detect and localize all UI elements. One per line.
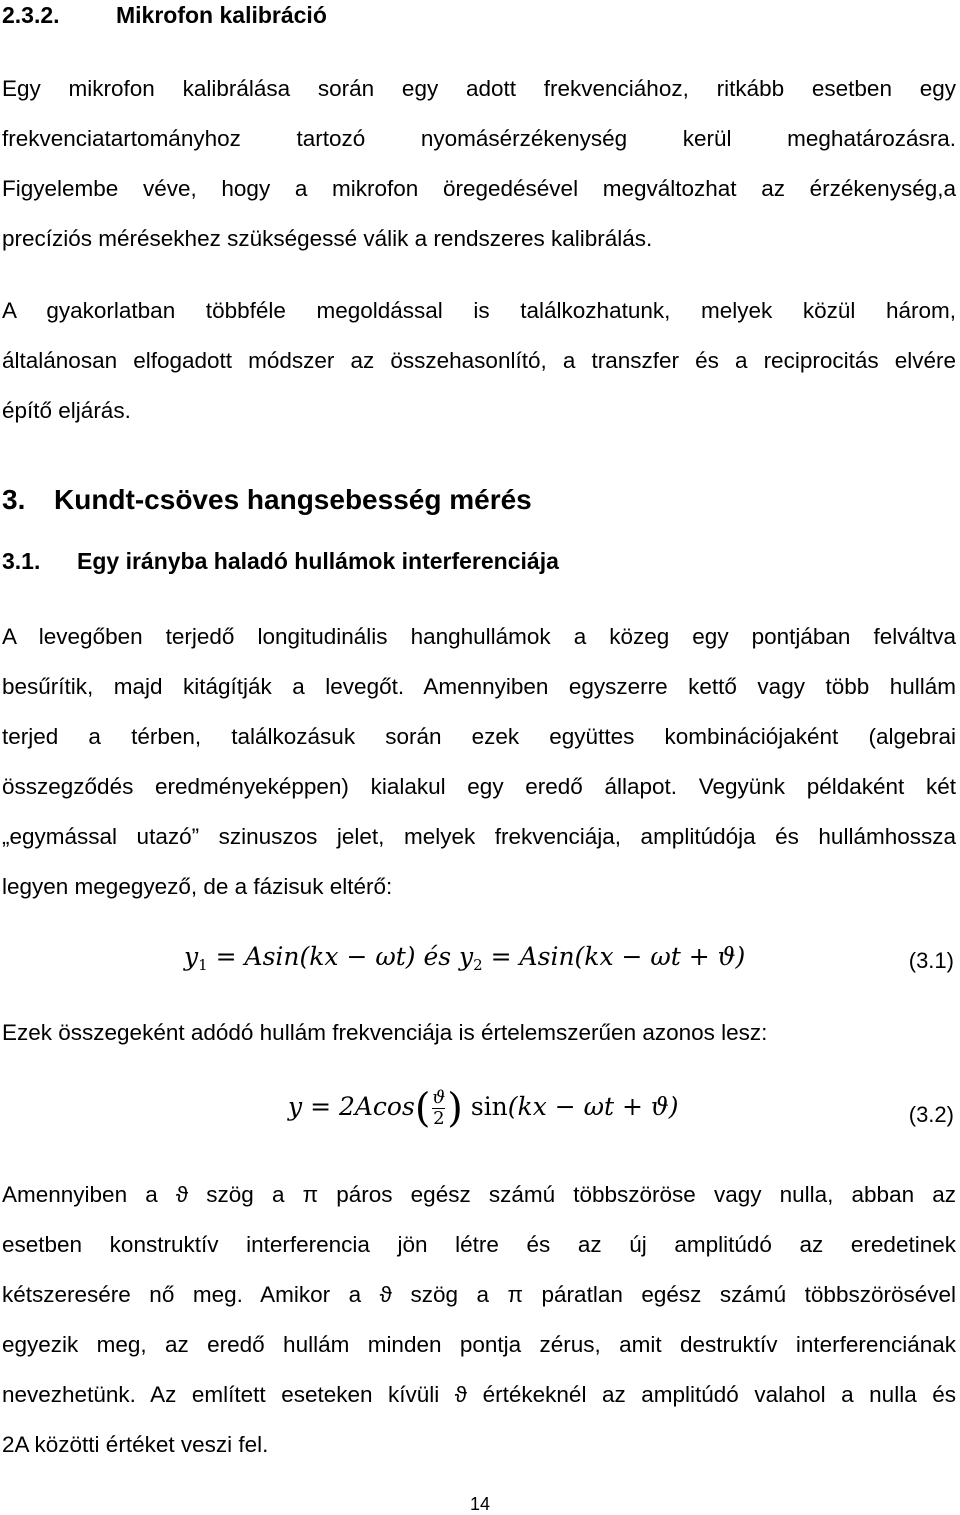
equation-number: (3.2)	[908, 1102, 954, 1127]
paragraph-line: A gyakorlatban többféle megoldással is találkozhatunk, melyek közül három,	[2, 298, 956, 323]
paragraph-line: általánosan elfogadott módszer az összehasonlító, a transzfer és a reciprocitás elvére	[2, 348, 956, 373]
eq-paren: (	[414, 1085, 431, 1132]
fraction-denominator: 2	[433, 1108, 445, 1129]
paragraph-line: Egy mikrofon kalibrálása során egy adott frekvenciához, ritkább esetben egy	[2, 76, 956, 101]
paragraph-line: A levegőben terjedő longitudinális hanghullámok a közeg egy pontjában felváltva	[2, 624, 956, 649]
fraction-numerator: ϑ	[432, 1087, 446, 1108]
paragraph-line: esetben konstruktív interferencia jön létre és az új amplitúdó az eredetinek	[2, 1232, 956, 1257]
paragraph-line: nevezhetünk. Az említett eseteken kívüli ϑ értékeknél az amplitúdó valahol a nulla és	[2, 1382, 956, 1407]
paragraph-line: legyen megegyező, de a fázisuk eltérő:	[2, 874, 393, 899]
eq-expression: = Asin(kx − ωt + ϑ)	[482, 942, 746, 971]
eq-symbol: y	[459, 942, 474, 971]
paragraph-line: frekvenciatartományhoz tartozó nyomásérzékenység kerül meghatározásra.	[2, 126, 956, 151]
eq-subscript: 1	[198, 956, 208, 974]
section-title: Kundt-csöves hangsebesség mérés	[54, 484, 532, 515]
eq-paren: )	[447, 1085, 463, 1132]
eq-fraction	[432, 1088, 445, 1129]
section-heading-2-3-2	[2, 2, 327, 29]
eq-symbol: y	[184, 942, 199, 971]
section-heading-3-1	[2, 548, 559, 575]
eq-expression: = Asin(kx − ωt) és	[207, 942, 460, 971]
paragraph-line: 2A közötti értéket veszi fel.	[2, 1432, 269, 1457]
section-heading-3	[2, 484, 532, 516]
paragraph-line: kétszeresére nő meg. Amikor a ϑ szög a π páratlan egész számú többszörösével	[2, 1282, 956, 1307]
paragraph-line: összegződés eredményeképpen) kialakul egy eredő állapot. Vegyünk példaként két	[2, 774, 956, 799]
section-number: 3.1.	[2, 548, 41, 574]
paragraph-line: Ezek összegeként adódó hullám frekvenciája is értelemszerűen azonos lesz:	[2, 1020, 768, 1045]
page-number: 14	[469, 1494, 491, 1514]
eq-expression: (kx − ωt + ϑ)	[507, 1092, 679, 1121]
section-title: Mikrofon kalibráció	[116, 2, 327, 28]
equation-3-1	[184, 942, 745, 974]
eq-function: sin	[470, 1092, 508, 1121]
paragraph-line: besűrítik, majd kitágítják a levegőt. Amennyiben egyszerre kettő vagy több hullám	[2, 674, 956, 699]
paragraph-line: Figyelembe véve, hogy a mikrofon öregedésével megváltozhat az érzékenység,a	[2, 176, 956, 201]
section-number: 2.3.2.	[2, 2, 60, 28]
paragraph-line: precíziós mérésekhez szükségessé válik a rendszeres kalibrálás.	[2, 226, 653, 251]
paragraph-line: terjed a térben, találkozásuk során ezek együttes kombinációjaként (algebrai	[2, 724, 956, 749]
section-title: Egy irányba haladó hullámok interferenciája	[77, 548, 559, 574]
paragraph-line: Amennyiben a ϑ szög a π páros egész számú többszöröse vagy nulla, abban az	[2, 1182, 956, 1207]
eq-expression: y = 2Acos	[288, 1092, 415, 1121]
equation-number: (3.1)	[908, 948, 954, 973]
paragraph-line: építő eljárás.	[2, 398, 131, 423]
paragraph-line: egyezik meg, az eredő hullám minden pontja zérus, amit destruktív interferenciának	[2, 1332, 956, 1357]
eq-subscript: 2	[473, 956, 483, 974]
section-number: 3.	[2, 484, 26, 515]
equation-3-2	[288, 1085, 679, 1132]
paragraph-line: „egymással utazó” szinuszos jelet, melyek frekvenciája, amplitúdója és hullámhossza	[2, 824, 956, 849]
